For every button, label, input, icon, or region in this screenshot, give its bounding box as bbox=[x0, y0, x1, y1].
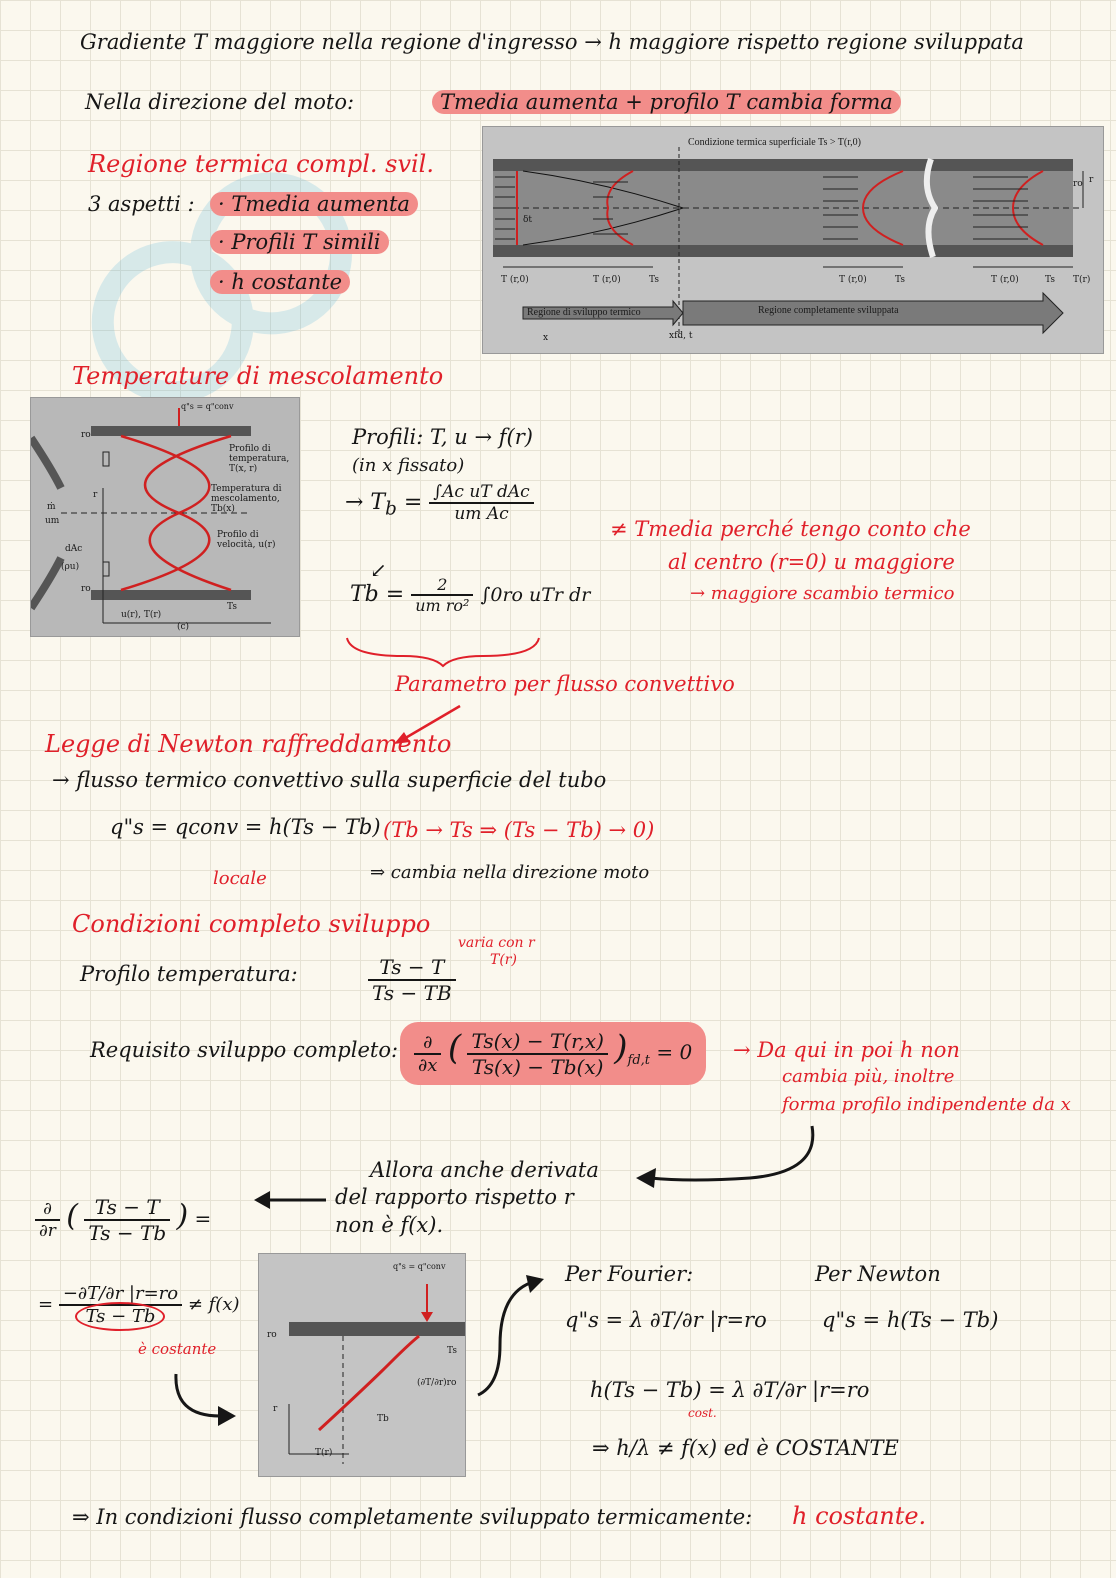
fig2-um: um bbox=[45, 516, 60, 526]
parametro-label: Parametro per flusso convettivo bbox=[395, 672, 735, 696]
direction-label: Nella direzione del moto: bbox=[85, 90, 355, 114]
per-fourier-label: Per Fourier: bbox=[565, 1262, 694, 1286]
cost-label: cost. bbox=[688, 1406, 717, 1420]
intro-line: Gradiente T maggiore nella regione d'ingresso → h maggiore rispetto regione sviluppata bbox=[80, 30, 1024, 54]
curved-arrow bbox=[630, 1122, 830, 1192]
tb-eq1-num: ∫Ac uT dAc bbox=[429, 482, 533, 504]
brace bbox=[343, 634, 543, 670]
fig2-temp-mesc: Temperatura di mescolamento, Tb(x) bbox=[211, 484, 282, 514]
locale-label: locale bbox=[213, 868, 267, 889]
da-qui-1: → Da qui in poi h non bbox=[733, 1038, 960, 1062]
profilo-temperatura-label: Profilo temperatura: bbox=[80, 962, 298, 986]
allora-3: non è f(x). bbox=[335, 1213, 444, 1237]
profili-sub: (in x fissato) bbox=[352, 455, 465, 476]
fig2-dac: dAc bbox=[65, 544, 83, 554]
figure-wall-gradient bbox=[258, 1253, 466, 1477]
fig2-profilo-temp: Profilo di temperatura, T(x, r) bbox=[229, 444, 290, 474]
final-h-costante: h costante. bbox=[792, 1502, 927, 1530]
fig2-axis: u(r), T(r) bbox=[121, 610, 162, 620]
aspetto-2: · Profili T simili bbox=[210, 230, 389, 254]
fig2-q: q"s = q"conv bbox=[181, 402, 234, 411]
fig1-t-label-7: Ts bbox=[1045, 275, 1055, 285]
fig1-t-label-5: Ts bbox=[895, 275, 905, 285]
fig1-r: r bbox=[1089, 175, 1094, 185]
fig1-t-label-4: T (r,0) bbox=[839, 275, 867, 285]
aspetti-label: 3 aspetti : bbox=[88, 192, 195, 216]
per-newton-label: Per Newton bbox=[815, 1262, 941, 1286]
h-equation: h(Ts − Tb) = λ ∂T/∂r |r=ro bbox=[590, 1378, 870, 1402]
fig1-ro: ro bbox=[1073, 179, 1083, 189]
newton-equation-2: q"s = h(Ts − Tb) bbox=[822, 1308, 999, 1332]
fig3-ro: ro bbox=[267, 1330, 277, 1340]
newton-description: → flusso termico convettivo sulla superficie del tubo bbox=[52, 768, 607, 792]
fig3-axis: T(r) bbox=[315, 1448, 333, 1458]
neq-note-1: ≠ Tmedia perché tengo conto che bbox=[610, 517, 971, 541]
fig3-ts: Ts bbox=[447, 1346, 457, 1356]
profili-line: Profili: T, u → f(r) bbox=[352, 425, 533, 449]
allora-1: Allora anche derivata bbox=[370, 1158, 599, 1182]
h-lambda-line: ⇒ h/λ ≠ f(x) ed è COSTANTE bbox=[592, 1436, 899, 1460]
fig2-c: (c) bbox=[177, 622, 190, 632]
fig1-t-label-1: T (r,0) bbox=[501, 275, 529, 285]
tb-equation-1: → $T_b$ = $\frac{\text{∫Ac uT dAc}}{\text{um Ac}}$ bbox=[345, 482, 534, 524]
aspetto-1: · Tmedia aumenta bbox=[210, 192, 418, 216]
figure-thermal-development bbox=[482, 126, 1104, 354]
fig1-xfd: xfd, t bbox=[669, 331, 693, 341]
derivative-rhs: = $\frac{-\partial T/\partial r |r=ro}{Ts - Tb}$ ≠ f(x) bbox=[38, 1283, 240, 1327]
fig3-tb: Tb bbox=[377, 1414, 389, 1424]
profile-fraction bbox=[368, 955, 456, 1005]
tb-eq1-den: um Ac bbox=[454, 504, 509, 524]
e-costante-label: è costante bbox=[138, 1340, 217, 1358]
fig1-region-dev: Regione di sviluppo termico bbox=[527, 307, 641, 318]
da-qui-2: cambia più, inoltre bbox=[782, 1066, 955, 1087]
fig2-ro-bottom: ro bbox=[81, 584, 91, 594]
deriv-den: Ts − Tb bbox=[88, 1221, 167, 1245]
tr-label: T(r) bbox=[490, 952, 517, 968]
tb-eq2-den: um ro² bbox=[415, 596, 470, 615]
neq-note-2: al centro (r=0) u maggiore bbox=[668, 550, 955, 574]
tb-eq2-num: 2 bbox=[411, 575, 473, 596]
figure-mixing-temperature bbox=[30, 397, 300, 637]
tb-to-ts: (Tb → Ts ⇒ (Ts − Tb) → 0) bbox=[383, 818, 655, 842]
req-num: Ts(x) − T(r,x) bbox=[467, 1029, 607, 1055]
newton-equation: q"s = qconv = h(Ts − Tb) bbox=[110, 815, 381, 839]
deriv-num: Ts − T bbox=[84, 1195, 170, 1221]
fig3-q: q"s = q"conv bbox=[393, 1262, 446, 1271]
da-qui-3: forma profilo indipendente da x bbox=[782, 1094, 1071, 1115]
newton-title: Legge di Newton raffreddamento bbox=[45, 730, 452, 758]
arrow-down-left: ↙ bbox=[370, 558, 387, 582]
temp-mescolamento-title: Temperature di mescolamento bbox=[72, 362, 444, 390]
fig1-t-label-3: Ts bbox=[649, 275, 659, 285]
fig2-ts: Ts bbox=[227, 602, 237, 612]
final-statement: ⇒ In condizioni flusso completamente sviluppato termicamente: bbox=[72, 1505, 753, 1529]
deriv-d: ∂ bbox=[35, 1199, 60, 1221]
arrow-to-fourier bbox=[470, 1265, 550, 1405]
fig1-condition-label: Condizione termica superficiale Ts > T(r,0) bbox=[688, 137, 862, 148]
arrow-left bbox=[250, 1185, 330, 1215]
fig2-ro-top: ro bbox=[81, 430, 91, 440]
neq-fx: ≠ f(x) bbox=[187, 1294, 240, 1315]
req-sub: fd,t bbox=[627, 1053, 651, 1068]
req-den: Ts(x) − Tb(x) bbox=[471, 1054, 604, 1079]
profile-frac-den: Ts − TB bbox=[372, 981, 452, 1005]
requisito-label: Requisito sviluppo completo: bbox=[90, 1038, 399, 1062]
fig1-delta-t: δt bbox=[523, 215, 533, 225]
derivative-lhs: $\frac{\partial}{\partial r}$ ( $\frac{Ts - T}{Ts - Tb}$ ) = bbox=[35, 1195, 211, 1245]
fig2-r: r bbox=[93, 490, 98, 500]
tb-eq2-int: ∫0ro uTr dr bbox=[480, 584, 591, 606]
deriv-eq-den: Ts − Tb bbox=[59, 1306, 182, 1327]
tb-eq2-pre: Tb = bbox=[350, 582, 405, 607]
direction-highlight: Tmedia aumenta + profilo T cambia forma bbox=[432, 90, 901, 114]
fig2-rhou: (ρu) bbox=[61, 562, 80, 572]
condizioni-title: Condizioni completo sviluppo bbox=[72, 910, 431, 938]
fig2-profilo-vel: Profilo di velocità, u(r) bbox=[217, 530, 276, 550]
arrow-to-fig3 bbox=[170, 1370, 250, 1430]
regione-title: Regione termica compl. svil. bbox=[88, 150, 434, 178]
requisito-equation: $\frac{\partial}{\partial x}$ ( $\frac{Ts(x) - T(r,x)}{Ts(x) - Tb(x)}$ )$_{fd,t} = 0$ bbox=[400, 1022, 706, 1085]
fig2-m: ṁ bbox=[47, 502, 56, 512]
fig1-x: x bbox=[543, 333, 549, 343]
cambia-label: ⇒ cambia nella direzione moto bbox=[370, 862, 650, 883]
fig1-region-full: Regione completamente sviluppata bbox=[758, 305, 899, 316]
fig1-t-label-8: T(r) bbox=[1073, 275, 1091, 285]
profile-frac-num: Ts − T bbox=[368, 955, 456, 981]
fig1-t-label-6: T (r,0) bbox=[991, 275, 1019, 285]
deriv-dr: ∂r bbox=[39, 1221, 56, 1241]
varia-label: varia con r bbox=[458, 935, 535, 951]
fourier-equation: q"s = λ ∂T/∂r |r=ro bbox=[565, 1308, 767, 1332]
fig1-t-label-2: T (r,0) bbox=[593, 275, 621, 285]
deriv-eq-num: −∂T/∂r |r=ro bbox=[59, 1283, 182, 1306]
fig3-dtdr: (∂T/∂r)ro bbox=[417, 1378, 457, 1388]
fig3-r: r bbox=[273, 1404, 278, 1414]
req-dx: ∂x bbox=[418, 1054, 438, 1076]
aspetto-3: · h costante bbox=[210, 270, 350, 294]
req-tail: = 0 bbox=[656, 1040, 693, 1064]
neq-note-3: → maggiore scambio termico bbox=[690, 583, 955, 604]
req-d: ∂ bbox=[414, 1032, 441, 1055]
allora-2: del rapporto rispetto r bbox=[335, 1185, 574, 1209]
